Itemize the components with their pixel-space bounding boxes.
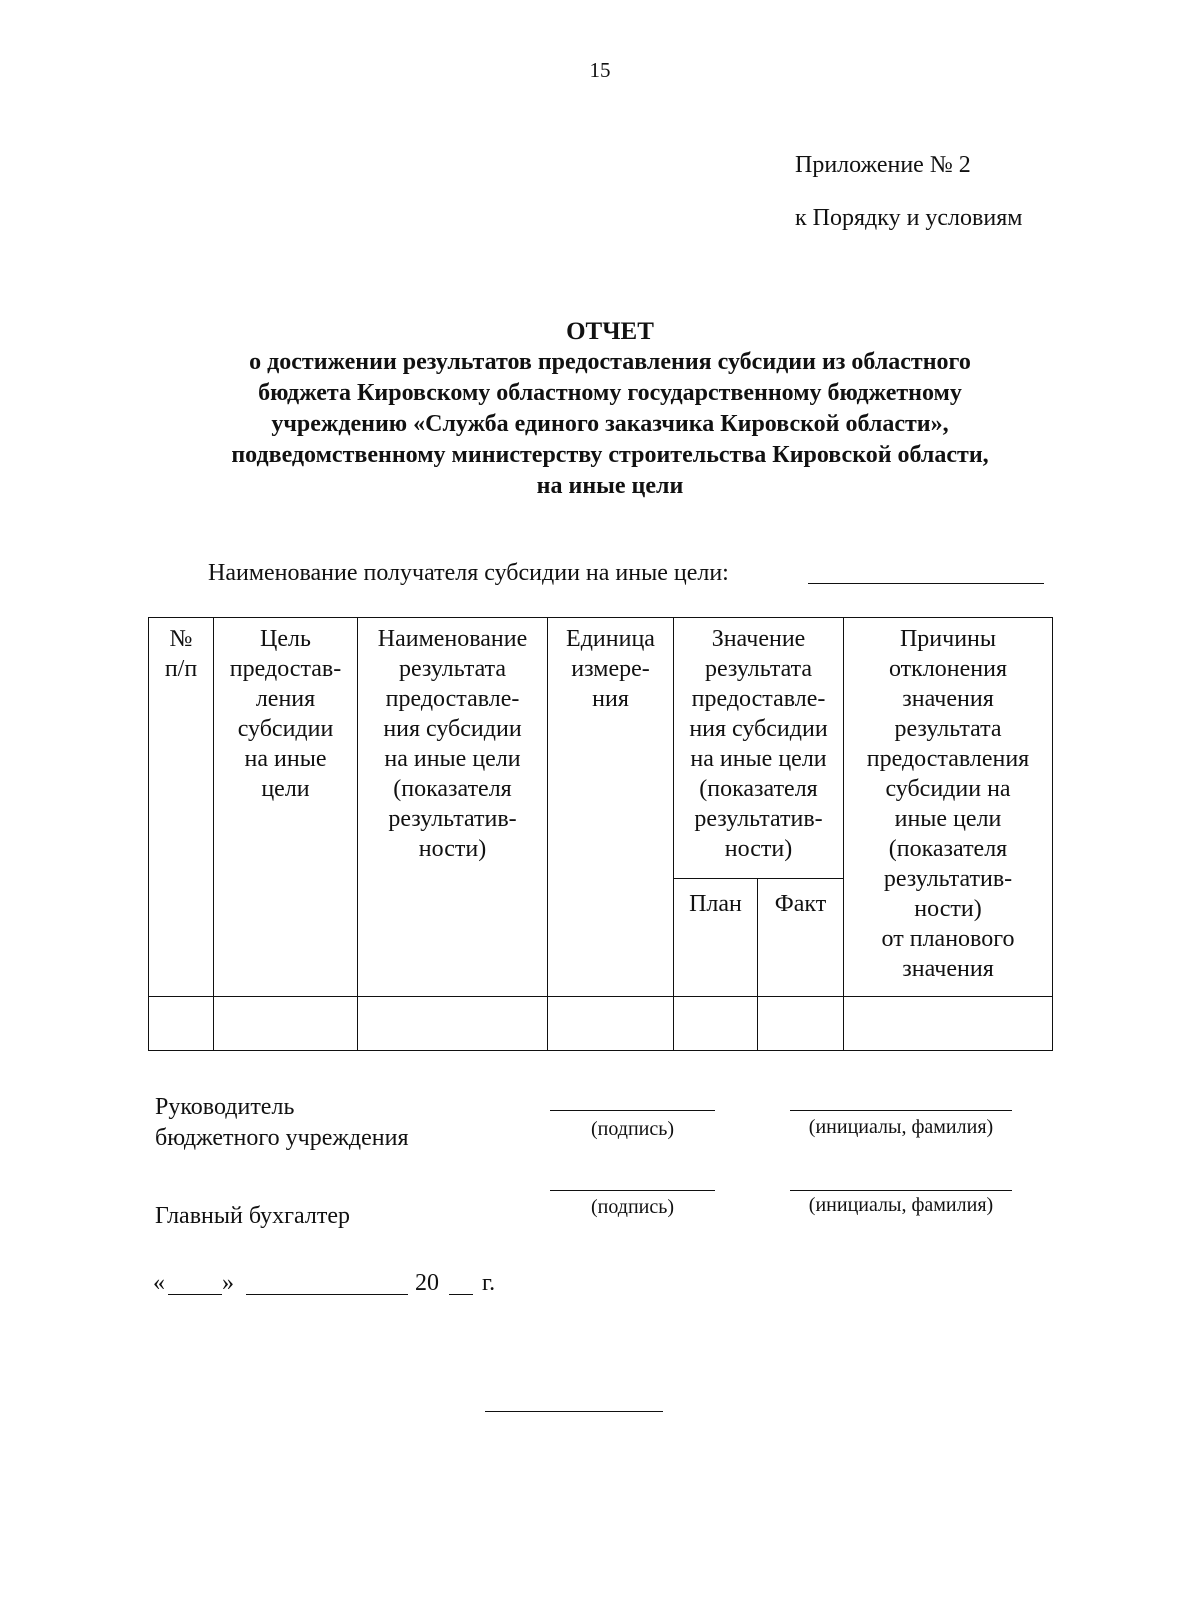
header-fact: Факт [758,879,844,997]
date-open-quote: « [153,1270,165,1296]
header-reasons: Причины отклонения значения результата предоставления субсидии на иные цели (показателя результатив- ности) от планового значения [844,618,1053,997]
report-table [148,617,1053,1051]
accountant-signature-caption: (подпись) [590,1196,675,1218]
date-month-line[interactable] [246,1294,408,1295]
accountant-signature-line[interactable] [550,1190,715,1191]
header-unit: Единица измере- ния [548,618,674,997]
accountant-label: Главный бухгалтер [155,1203,350,1229]
date-year-line[interactable] [449,1294,473,1295]
appendix-subtitle: к Порядку и условиям [795,205,1023,231]
head-signature-caption: (подпись) [590,1118,675,1140]
head-label: Руководитель бюджетного учреждения [155,1094,409,1151]
recipient-input-line[interactable] [808,583,1044,584]
end-divider [485,1411,663,1412]
date-day-line[interactable] [168,1294,222,1295]
header-plan: План [674,879,758,997]
report-subtitle: о достижении результатов предоставления субсидии из областного бюджета Кировскому областному государственному бюджетному учреждению «Служба единого заказчика Кировской области», подведомственному министерству строительства Кировской области, на иные цели [231,349,989,499]
head-signature-line[interactable] [550,1110,715,1111]
date-close-quote: » [222,1270,234,1296]
table-row [149,997,1053,1051]
accountant-name-line[interactable] [790,1190,1012,1191]
accountant-name-caption: (инициалы, фамилия) [808,1194,994,1216]
cell-unit[interactable] [548,997,674,1051]
header-num: № п/п [149,618,214,997]
header-goal: Цель предостав- ления субсидии на иные цели [214,618,358,997]
cell-reasons[interactable] [844,997,1053,1051]
date-year-prefix: 20 [415,1270,439,1296]
cell-goal[interactable] [214,997,358,1051]
recipient-label: Наименование получателя субсидии на иные цели: [208,560,729,586]
report-title: ОТЧЕТ [566,318,654,345]
header-result-name: Наименование результата предоставле- ния субсидии на иные цели (показателя результатив- ности) [358,618,548,997]
report-heading [120,316,1100,502]
page-number: 15 [589,58,611,82]
cell-fact[interactable] [758,997,844,1051]
cell-plan[interactable] [674,997,758,1051]
date-year-suffix: г. [482,1270,496,1296]
head-name-line[interactable] [790,1110,1012,1111]
head-name-caption: (инициалы, фамилия) [808,1116,994,1138]
cell-num[interactable] [149,997,214,1051]
cell-result-name[interactable] [358,997,548,1051]
header-value: Значение результата предоставле- ния субсидии на иные цели (показателя результатив- ности) [674,618,844,879]
appendix-title: Приложение № 2 [795,152,971,178]
